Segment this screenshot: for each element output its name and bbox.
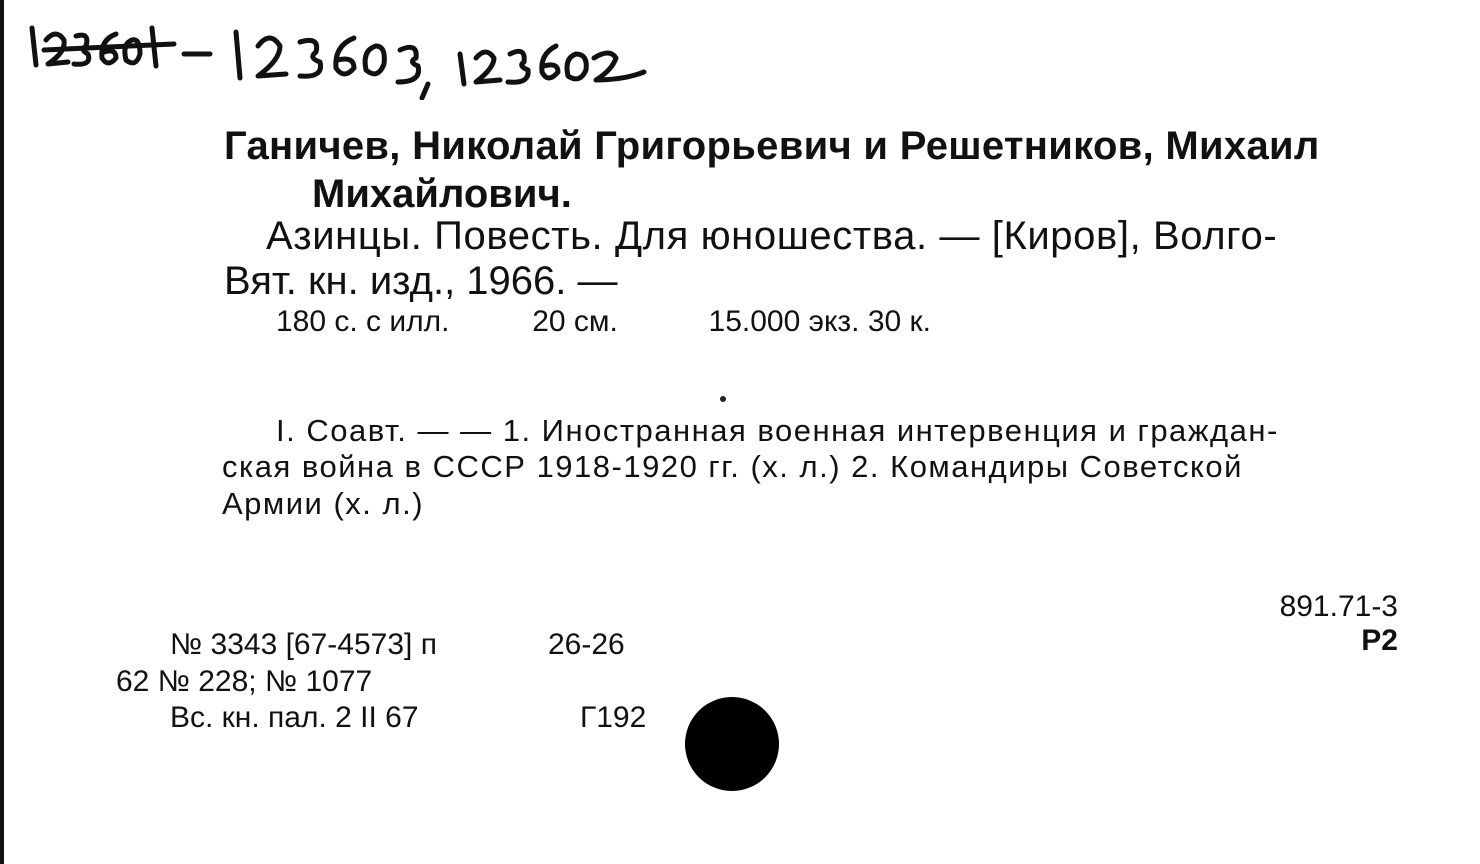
footer-order-code: 26-26: [548, 628, 625, 661]
handwritten-call-numbers-drawing: [24, 10, 844, 100]
author-mark: Р2: [1361, 624, 1398, 657]
title-statement-line1: Азинцы. Повесть. Для юношества. — [Киров], Волго-: [266, 214, 1278, 258]
title-statement-line2: Вят. кн. изд., 1966. —: [224, 259, 618, 303]
ink-speck: [720, 396, 726, 402]
pagination: 180 с. с илл.: [276, 305, 450, 338]
print-run-and-price: 15.000 экз. 30 к.: [708, 305, 931, 338]
footer-chamber-line: Вс. кн. пал. 2 II 67: [170, 701, 419, 734]
subject-tracing-line2: ская война в СССР 1918-1920 гг. (х. л.) 2. Командиры Советской: [222, 449, 1243, 484]
dimensions: 20 см.: [532, 305, 618, 338]
card-left-edge: [0, 0, 4, 864]
author-heading-line2: Михайлович.: [312, 172, 572, 216]
handwritten-call-numbers: [24, 10, 844, 100]
classification-number: 891.71-3: [1279, 590, 1398, 623]
subject-tracing-line1: I. Соавт. — — 1. Иностранная военная интервенция и граждан-: [276, 413, 1279, 448]
subject-tracing-line3: Армии (х. л.): [222, 486, 425, 521]
author-heading-line1: Ганичев, Николай Григорьевич и Решетников, Михаил: [224, 124, 1320, 168]
footer-order-line: № 3343 [67-4573] п: [170, 628, 437, 661]
footer-registration-line: 62 № 228; № 1077: [116, 665, 373, 698]
physical-description: [276, 305, 931, 339]
footer-card-code: Г192: [580, 701, 647, 734]
card-punch-hole: [685, 697, 779, 791]
